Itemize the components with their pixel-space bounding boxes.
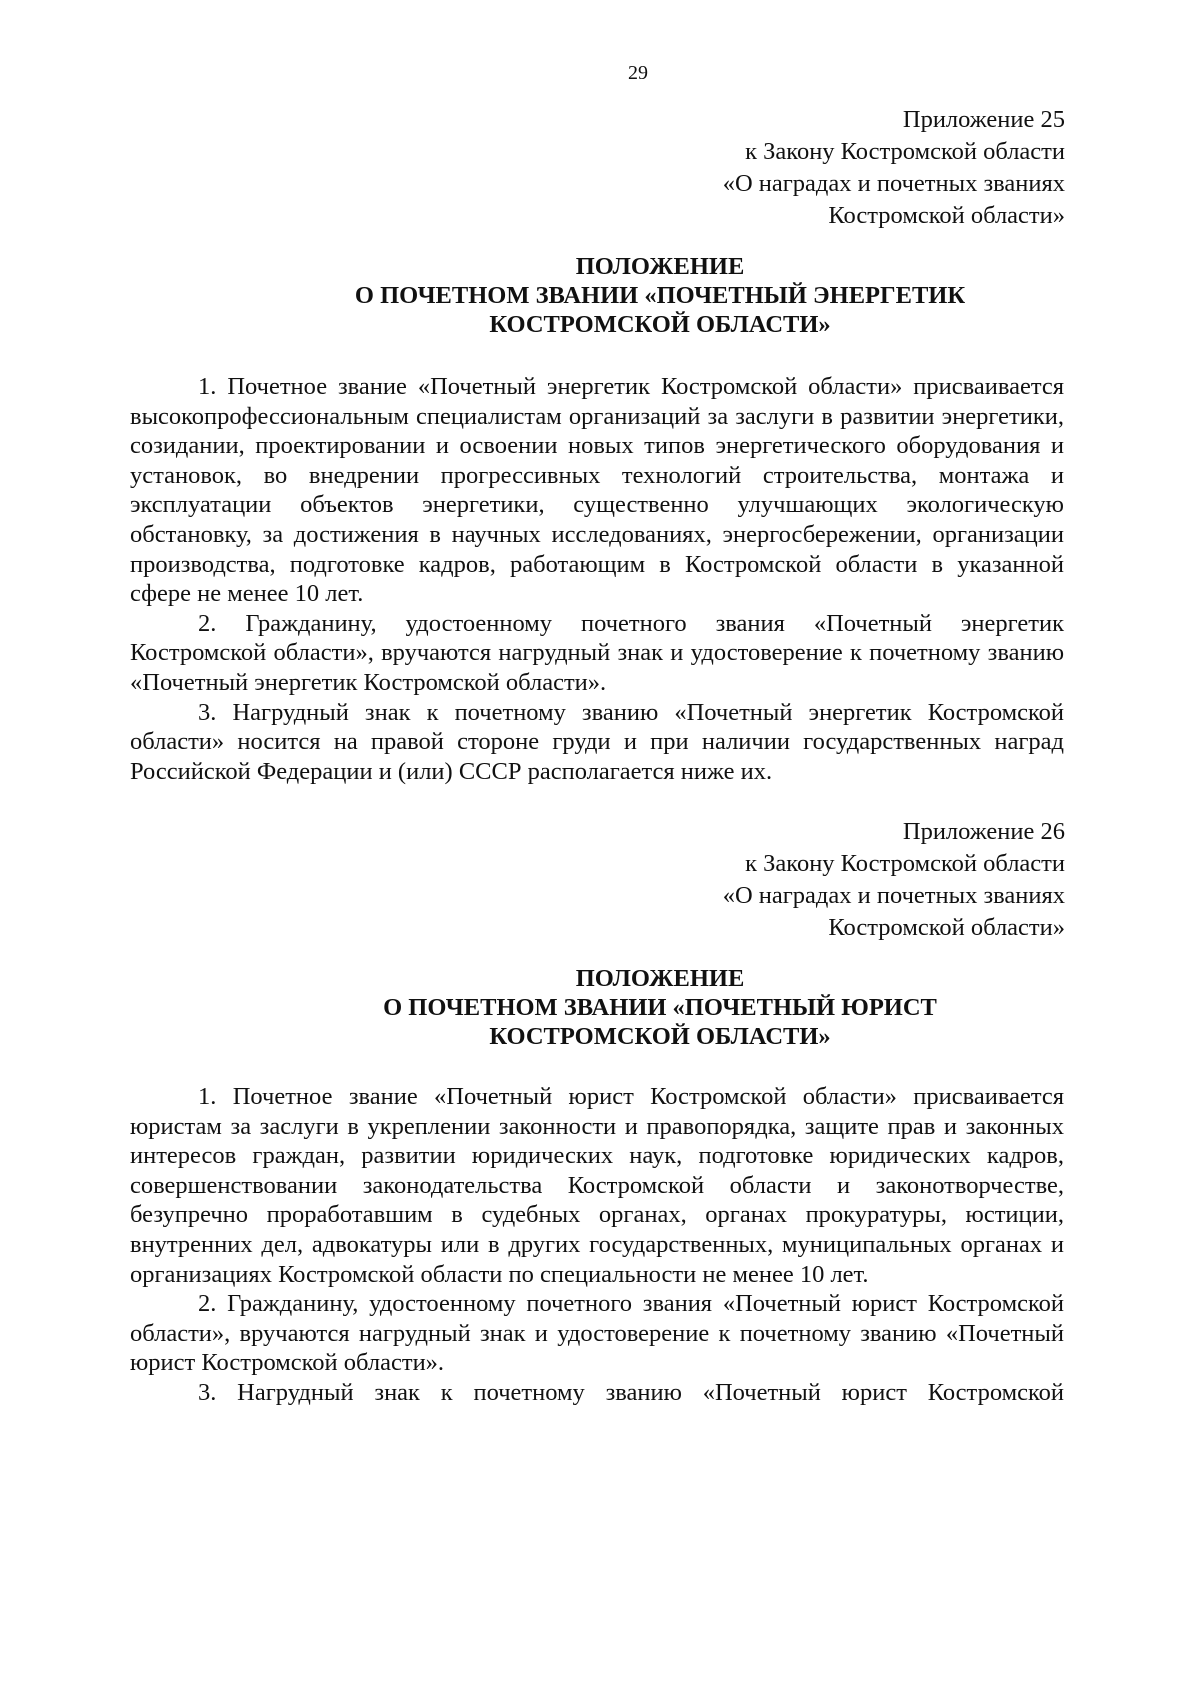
title-line: О ПОЧЕТНОМ ЗВАНИИ «ПОЧЕТНЫЙ ЭНЕРГЕТИК	[354, 282, 966, 309]
appendix-line: Приложение 25	[902, 106, 1065, 133]
appendix-26-reference	[723, 816, 1065, 944]
appendix-line: Приложение 26	[902, 818, 1065, 845]
appendix-line: «О наградах и почетных званиях	[722, 882, 1065, 909]
page-number: 29	[628, 62, 648, 84]
title-line: О ПОЧЕТНОМ ЗВАНИИ «ПОЧЕТНЫЙ ЮРИСТ	[383, 994, 937, 1021]
paragraph: 2. Гражданину, удостоенному почетного звания «Почетный юрист Костромской области», вручаются нагрудный знак и удостоверение к почетному званию «Почетный юрист Костромской области».	[130, 1290, 1064, 1377]
appendix-25-reference	[723, 104, 1065, 232]
section-body-energetik	[130, 372, 1064, 786]
title-line: ПОЛОЖЕНИЕ	[575, 965, 745, 992]
section-title-energetik	[270, 252, 1050, 339]
title-line: КОСТРОМСКОЙ ОБЛАСТИ»	[489, 311, 831, 338]
appendix-line: «О наградах и почетных званиях	[722, 170, 1065, 197]
section-title-yurist	[270, 964, 1050, 1051]
paragraph: 1. Почетное звание «Почетный юрист Костромской области» присваивается юристам за заслуги в укреплении законности и правопорядка, защите прав и законных интересов граждан, развитии юридических наук, подготовке юридических кадров, совершенствовании законодательства Костромской области и законотворчестве, безупречно проработавшим в судебных органах, органах прокуратуры, юстиции, внутренних дел, адвокатуры или в других государственных, муниципальных органах и организациях Костромской области по специальности не менее 10 лет.	[130, 1083, 1064, 1288]
appendix-line: Костромской области»	[828, 202, 1065, 229]
paragraph: 1. Почетное звание «Почетный энергетик Костромской области» присваивается высокопрофессиональным специалистам организаций за заслуги в развитии энергетики, созидании, проектировании и освоении новых типов энергетического оборудования и установок, во внедрении прогрессивных технологий строительства, монтажа и эксплуатации объектов энергетики, существенно улучшающих экологическую обстановку, за достижения в научных исследованиях, энергосбережении, организации производства, подготовке кадров, работающим в Костромской области в указанной сфере не менее 10 лет.	[130, 373, 1064, 608]
appendix-line: Костромской области»	[828, 914, 1065, 941]
paragraph: 2. Гражданину, удостоенному почетного звания «Почетный энергетик Костромской области», вручаются нагрудный знак и удостоверение к почетному званию «Почетный энергетик Костромской области».	[130, 609, 1064, 696]
paragraph: 3. Нагрудный знак к почетному званию «Почетный энергетик Костромской области» носится на правой стороне груди и при наличии государственных наград Российской Федерации и (или) СССР располагается ниже их.	[130, 698, 1064, 785]
title-line: ПОЛОЖЕНИЕ	[575, 253, 745, 280]
title-line: КОСТРОМСКОЙ ОБЛАСТИ»	[489, 1023, 831, 1050]
paragraph: 3. Нагрудный знак к почетному званию «Почетный юрист Костромской	[198, 1378, 1064, 1406]
section-body-yurist	[130, 1082, 1064, 1408]
appendix-line: к Закону Костромской области	[745, 850, 1065, 877]
appendix-line: к Закону Костромской области	[745, 138, 1065, 165]
